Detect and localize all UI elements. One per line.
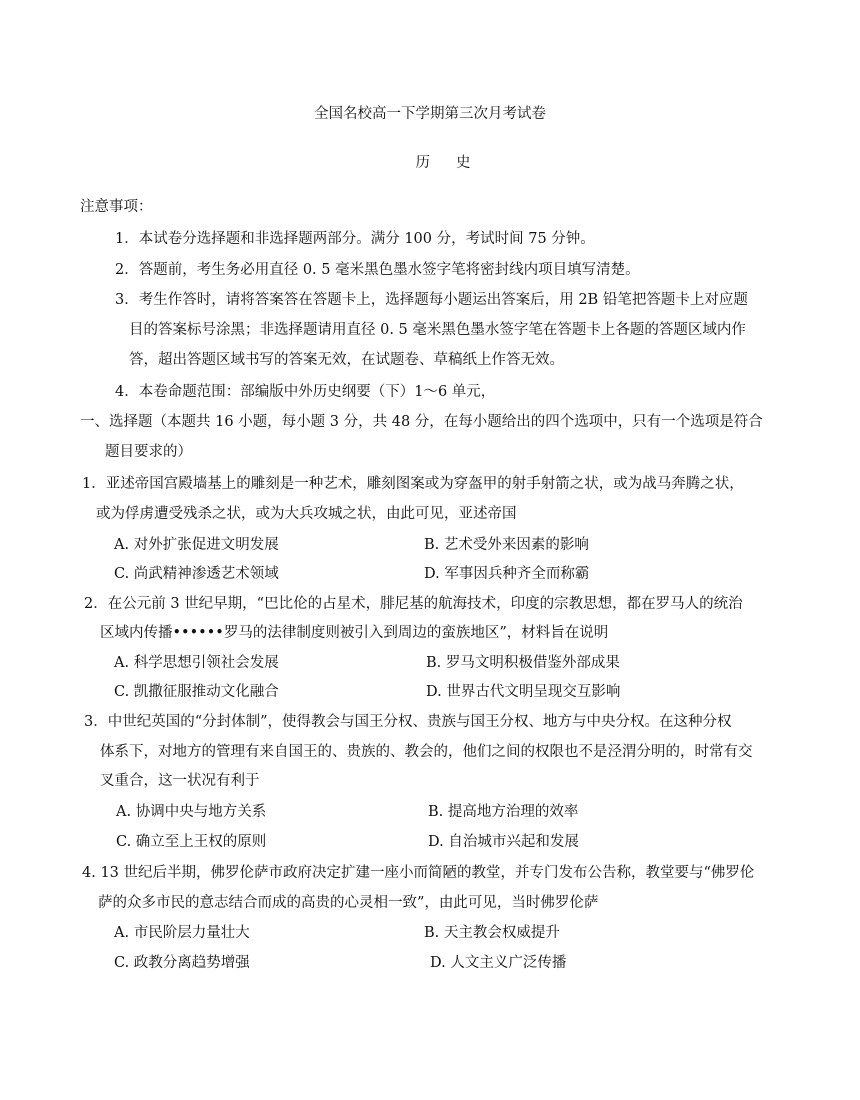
question-2-option-d: D. 世界古代文明呈现交互影响 <box>426 684 621 700</box>
question-4-option-b: B. 天主教会权威提升 <box>424 925 560 941</box>
subject-title: 历史 <box>415 155 497 171</box>
notice-item-3-line-2: 目的答案标号涂黑；非选择题请用直径 0. 5 毫米黑色墨水签字笔在答题卡上各题的答题区域内作 <box>129 322 746 338</box>
question-1-option-c: C. 尚武精神渗透艺术领域 <box>114 566 279 582</box>
question-1-stem-line-1: 1．亚述帝国宫殿墙基上的雕刻是一种艺术，雕刻图案或为穿盔甲的射手射箭之状，或为战马奔腾之状， <box>82 476 744 492</box>
notice-item-2: 2．答题前，考生务必用直径 0. 5 毫米黑色墨水签字笔将密封线内项目填写清楚。 <box>115 262 640 278</box>
question-3-stem-line-3: 叉重合，这一状况有利于 <box>100 773 260 789</box>
notice-item-4: 4．本卷命题范围：部编版中外历史纲要（下）1～6 单元， <box>115 384 496 400</box>
section-heading-line-2: 题目要求的） <box>105 444 192 460</box>
notice-item-3-line-1: 3．考生作答时，请将答案答在答题卡上，选择题每小题运出答案后，用 2B 铅笔把答题卡上对应题 <box>115 292 748 308</box>
section-heading-line-1: 一、选择题（本题共 16 小题，每小题 3 分，共 48 分，在每小题给出的四个选项中，只有一个选项是符合 <box>80 414 763 430</box>
question-4-stem-line-2: 萨的众多市民的意志结合而成的高贵的心灵相一致”，由此可见，当时佛罗伦萨 <box>98 895 599 911</box>
notice-heading: 注意事项： <box>80 199 153 215</box>
question-4-option-d: D. 人文主义广泛传播 <box>430 955 567 971</box>
question-1-option-d: D. 军事因兵种齐全而称霸 <box>424 566 590 582</box>
question-1-option-a: A. 对外扩张促进文明发展 <box>114 537 279 553</box>
question-3-option-a: A. 协调中央与地方关系 <box>116 804 267 820</box>
question-3-stem-line-1: 3．中世纪英国的“分封体制”，使得教会与国王分权、贵族与国王分权、地方与中央分权。在这种分权 <box>84 714 732 730</box>
question-4-option-c: C. 政教分离趋势增强 <box>114 955 250 971</box>
question-2-stem-line-2: 区域内传播••••••罗马的法律制度则被引入到周边的蛮族地区”，材料旨在说明 <box>100 625 609 641</box>
question-1-stem-line-2: 或为俘虏遭受残杀之状，或为大兵攻城之状，由此可见，亚述帝国 <box>96 506 517 522</box>
question-2-option-c: C. 凯撒征服推动文化融合 <box>114 684 279 700</box>
question-2-option-a: A. 科学思想引领社会发展 <box>114 655 279 671</box>
question-3-option-b: B. 提高地方治理的效率 <box>428 804 579 820</box>
question-1-option-b: B. 艺术受外来因素的影响 <box>424 537 589 553</box>
question-2-stem-line-1: 2．在公元前 3 世纪早期，“巴比伦的占星术，腓尼基的航海技术，印度的宗教思想，都在罗马人的统治 <box>84 596 743 612</box>
question-4-stem-line-1: 4. 13 世纪后半期，佛罗伦萨市政府决定扩建一座小而简陋的教堂，并专门发布公告称，教堂要与“佛罗伦 <box>82 865 755 881</box>
notice-item-3-line-3: 答，超出答题区域书写的答案无效，在试题卷、草稿纸上作答无效。 <box>129 352 564 368</box>
question-3-option-c: C. 确立至上王权的原则 <box>116 834 267 850</box>
notice-item-1: 1．本试卷分选择题和非选择题两部分。满分 100 分，考试时间 75 分钟。 <box>115 231 595 247</box>
question-4-option-a: A. 市民阶层力量壮大 <box>114 925 250 941</box>
question-2-option-b: B. 罗马文明积极借鉴外部成果 <box>426 655 620 671</box>
question-3-option-d: D. 自治城市兴起和发展 <box>428 834 579 850</box>
question-3-stem-line-2: 体系下，对地方的管理有来自国王的、贵族的、教会的，他们之间的权限也不是泾渭分明的，时常有交 <box>100 744 753 760</box>
exam-title: 全国名校高一下学期第三次月考试卷 <box>314 106 546 122</box>
